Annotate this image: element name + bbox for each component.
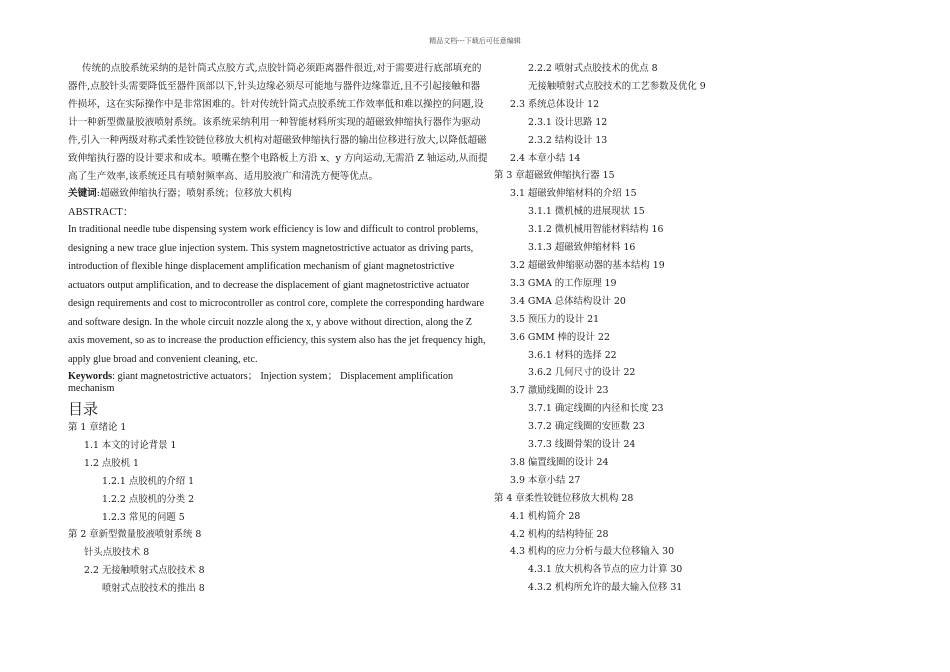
keywords-zh — [68, 186, 488, 202]
keywords-en-text: : giant magnetostrictive actuators； Injection system； Displacement amplification mechanism — [68, 371, 454, 394]
toc-entry: 第 2 章新型微量胶液喷射系统 8 — [68, 529, 202, 541]
toc-entry: 3.3 GMA 的工作原理 19 — [510, 277, 617, 289]
keywords-en — [68, 371, 488, 395]
abstract-en-text: In traditional needle tube dispensing system work efficiency is low and difficult to control problems, designing a new trace glue injection system. This system magnetostrictive actuator as driving parts, introduction of flexible hinge displacement amplification mechanism of giant magnetostrictive actuators output amplification, and to decrease the displacement of giant magnetostrictive actuator design requirements and cost to microcontroller as control core, complete the corresponding hardware and software design. In the whole circuit nozzle along the x, y above without direction, along the Z axis movement, so as to increase the production efficiency, this system also has the jet frequency high, apply glue broad and convenient cleaning, etc. — [68, 224, 486, 365]
abstract-zh — [68, 60, 488, 186]
toc-entry: 第 3 章超磁致伸缩执行器 15 — [494, 170, 615, 182]
toc-entry: 3.7.2 确定线圈的安匝数 23 — [528, 421, 645, 433]
toc-entry: 3.6.1 材料的选择 22 — [528, 349, 617, 361]
toc-entry: 4.2 机构的结构特征 28 — [510, 528, 609, 540]
toc-entry: 2.3.2 结构设计 13 — [528, 134, 608, 146]
toc-right — [494, 60, 914, 597]
toc-entry: 1.2.2 点胶机的分类 2 — [102, 493, 195, 505]
toc-entry: 第 1 章绪论 1 — [68, 422, 127, 433]
toc-entry: 1.2.3 常见的问题 5 — [102, 511, 185, 523]
toc-entry: 2.2.2 喷射式点胶技术的优点 8 — [528, 63, 658, 74]
toc-entry: 3.9 本章小结 27 — [510, 474, 581, 486]
toc-entry: 3.4 GMA 总体结构设计 20 — [510, 295, 626, 307]
toc-left — [68, 419, 488, 598]
toc-entry: 2.2 无接触喷射式点胶技术 8 — [84, 565, 205, 577]
toc-entry: 针头点胶技术 8 — [84, 547, 150, 559]
left-column — [68, 60, 488, 598]
toc-entry: 2.3 系统总体设计 12 — [510, 98, 600, 110]
toc-entry: 3.2 超磁致伸缩驱动器的基本结构 19 — [510, 259, 665, 271]
toc-entry: 喷射式点胶技术的推出 8 — [102, 583, 205, 595]
keywords-zh-label: 关键词 — [68, 188, 97, 199]
toc-entry: 4.3.2 机构所允许的最大输入位移 31 — [528, 582, 683, 594]
toc-entry: 1.2 点胶机 1 — [84, 457, 139, 469]
toc-entry: 第 4 章柔性铰链位移放大机构 28 — [494, 492, 634, 504]
toc-entry: 3.1.2 微机械用智能材料结构 16 — [528, 224, 664, 236]
abstract-en — [68, 221, 488, 369]
toc-entry: 3.7.3 线圈骨架的设计 24 — [528, 439, 636, 451]
keywords-en-label: Keywords — [68, 371, 113, 382]
toc-entry: 3.5 预压力的设计 21 — [510, 313, 600, 325]
toc-title: 目录 — [68, 400, 99, 418]
toc-entry: 4.3.1 放大机构各节点的应力计算 30 — [528, 564, 683, 576]
toc-entry: 2.3.1 设计思路 12 — [528, 116, 608, 128]
toc-entry: 3.1 超磁致伸缩材料的介绍 15 — [510, 188, 637, 200]
toc-entry: 1.2.1 点胶机的介绍 1 — [102, 475, 195, 487]
toc-entry: 1.1 本文的讨论背景 1 — [84, 439, 177, 451]
toc-entry: 3.7 激励线圈的设计 23 — [510, 385, 609, 397]
keywords-zh-text: :超磁致伸缩执行器；喷射系统；位移放大机构 — [96, 188, 292, 199]
toc-entry: 4.3 机构的应力分析与最大位移输入 30 — [510, 546, 675, 558]
toc-entry: 3.8 偏置线圈的设计 24 — [510, 456, 609, 468]
abstract-en-heading: ABSTRACT： — [68, 207, 134, 218]
right-column — [494, 60, 914, 597]
page-header: 精品文档---下载后可任意编辑 — [429, 37, 521, 45]
toc-entry: 无接触喷射式点胶技术的工艺参数及优化 9 — [528, 80, 706, 92]
toc-entry: 3.6 GMM 棒的设计 22 — [510, 331, 610, 343]
toc-entry: 4.1 机构简介 28 — [510, 510, 581, 522]
abstract-zh-text: 传统的点胶系统采纳的是针筒式点胶方式,点胶针筒必须距离器件很近,对于需要进行底部填充的器件,点胶针头需要降低至器件顶部以下,针头边缘必须尽可能地与器件边缘靠近,且不引起接触和器件损坏，这在实际操作中是非常困难的。针对传统针筒式点胶系统工作效率低和难以操控的问题,设计一种新型微量胶液喷射系统。该系统采纳利用一种智能材料所实现的超磁致伸缩执行器作为驱动件,引入一种两级对称式柔性铰链位移放大机构对超磁致伸缩执行器的输出位移进行放大,以降低超磁致伸缩执行器的设计要求和成本。喷嘴在整个电路板上方沿 x、y 方向运动,无需沿 Z 轴运动,从而提高了生产效率,该系统还具有喷射频率高、适用胶液广和清洗方便等优点。 — [68, 63, 488, 182]
toc-entry: 3.6.2 几何尺寸的设计 22 — [528, 367, 636, 379]
toc-entry: 3.1.3 超磁致伸缩材料 16 — [528, 242, 636, 254]
toc-entry: 3.1.1 微机械的进展现状 15 — [528, 206, 645, 218]
toc-entry: 3.7.1 确定线圈的内径和长度 23 — [528, 403, 664, 415]
toc-entry: 2.4 本章小结 14 — [510, 152, 581, 164]
